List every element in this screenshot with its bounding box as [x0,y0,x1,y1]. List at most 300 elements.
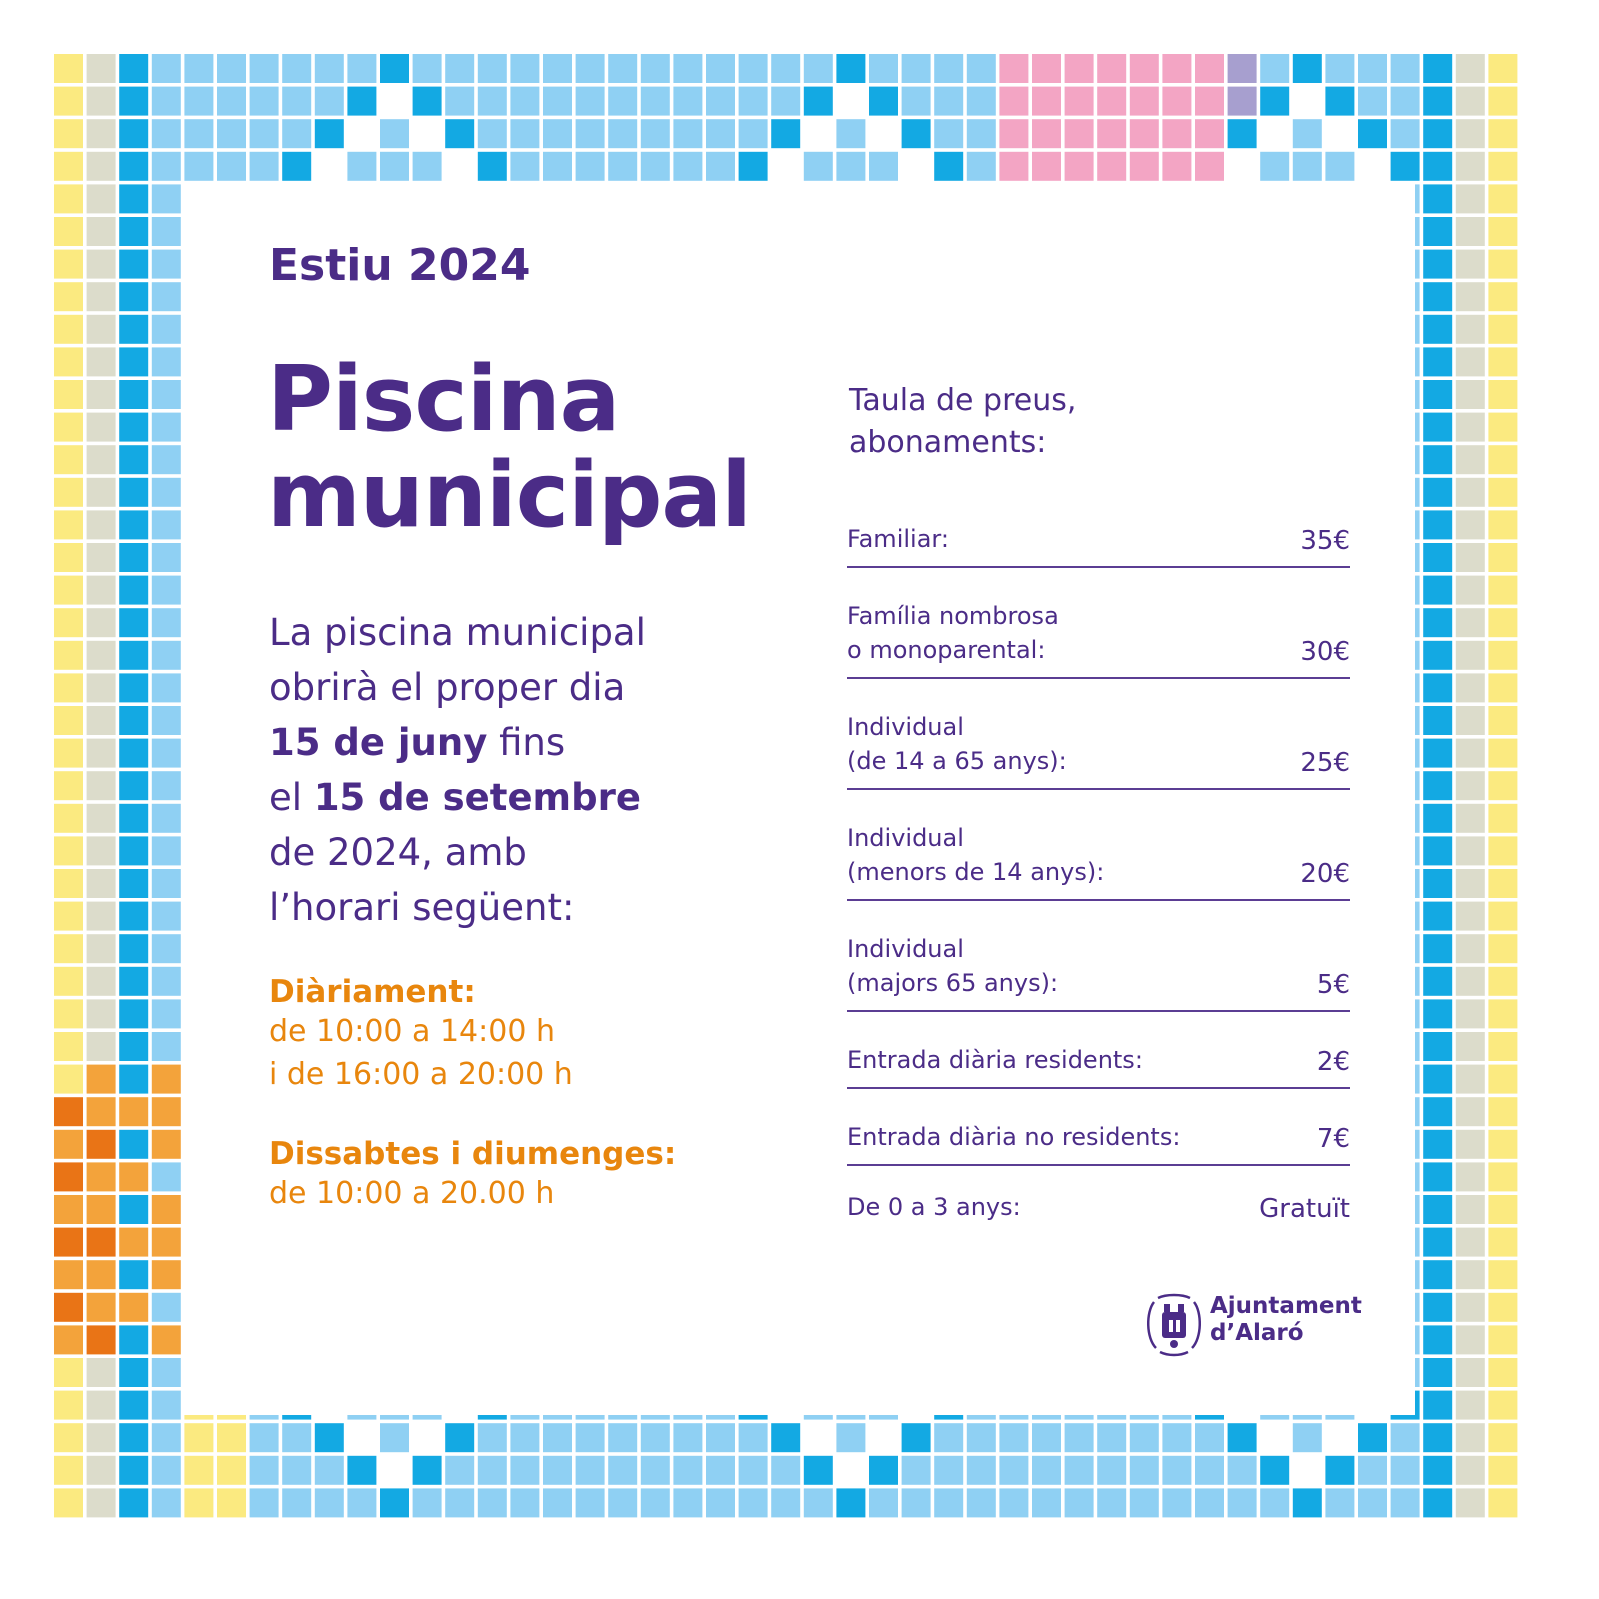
mosaic-tile [87,999,116,1028]
mosaic-tile [445,1456,474,1485]
mosaic-tile [1488,413,1517,442]
price-label: Individual (de 14 a 65 anys): [847,713,1067,775]
mosaic-tile [543,1423,572,1452]
mosaic-tile [1195,119,1224,148]
mosaic-tile [54,967,83,996]
mosaic-tile [1456,152,1485,181]
mosaic-tile [641,54,670,83]
mosaic-tile [1097,119,1126,148]
mosaic-tile [1423,1162,1452,1191]
mosaic-tile [54,413,83,442]
mosaic-tile [1032,87,1061,116]
mosaic-tile [1260,54,1289,83]
mosaic-tile [119,771,148,800]
mosaic-tile [54,282,83,311]
mosaic-tile [510,1456,539,1485]
mosaic-tile [478,1423,507,1452]
mosaic-tile [54,869,83,898]
mosaic-tile [87,1456,116,1485]
mosaic-tile [347,152,376,181]
mosaic-tile [1423,1228,1452,1257]
mosaic-tile [478,54,507,83]
mosaic-tile [1162,87,1191,116]
mosaic-tile [87,543,116,572]
mosaic-tile [445,1423,474,1452]
price-label: Familiar: [847,525,949,553]
mosaic-tile [217,152,246,181]
mosaic-tile [217,1456,246,1485]
mosaic-tile [119,445,148,474]
schedule-weekend [269,1136,676,1215]
mosaic-tile [413,54,442,83]
mosaic-tile [119,1358,148,1387]
mosaic-tile [1456,1293,1485,1322]
mosaic-tile [119,478,148,507]
mosaic-tile [1456,608,1485,637]
mosaic-tile [315,54,344,83]
mosaic-tile [1423,1130,1452,1159]
mosaic-tile [902,1423,931,1452]
mosaic-tile [54,739,83,768]
mosaic-tile [478,119,507,148]
mosaic-tile [54,608,83,637]
mosaic-tile [54,184,83,213]
mosaic-tile [152,673,181,702]
mosaic-tile [54,576,83,605]
mosaic-tile [673,1423,702,1452]
mosaic-tile [608,1456,637,1485]
mosaic-tile [152,999,181,1028]
mosaic-tile [1456,1391,1485,1420]
mosaic-tile [54,119,83,148]
mosaic-tile [250,119,279,148]
mosaic-tile [119,869,148,898]
mosaic-tile [1456,1456,1485,1485]
mosaic-tile [1488,119,1517,148]
schedule-time: de 10:00 a 20.00 h [269,1176,555,1211]
mosaic-tile [152,869,181,898]
mosaic-tile [54,1162,83,1191]
mosaic-tile [1488,347,1517,376]
mosaic-tile [119,217,148,246]
mosaic-tile [1423,934,1452,963]
mosaic-tile [119,673,148,702]
mosaic-tile [54,673,83,702]
mosaic-tile [119,380,148,409]
mosaic-tile [967,1423,996,1452]
mosaic-tile [869,54,898,83]
mosaic-tile [1456,999,1485,1028]
mosaic-tile [1162,54,1191,83]
mosaic-tile [87,282,116,311]
mosaic-tile [1488,1195,1517,1224]
title-line-2: municipal [267,443,751,548]
mosaic-tile [119,576,148,605]
mosaic-tile [87,87,116,116]
mosaic-tile [934,1456,963,1485]
mosaic-tile [54,1456,83,1485]
mosaic-tile [1130,54,1159,83]
mosaic-tile [1032,1456,1061,1485]
mosaic-tile [152,1325,181,1354]
mosaic-tile [119,608,148,637]
mosaic-tile [1260,1456,1289,1485]
mosaic-tile [119,184,148,213]
mosaic-tile [119,1130,148,1159]
mosaic-tile [445,54,474,83]
mosaic-tile [152,54,181,83]
mosaic-tile [478,152,507,181]
mosaic-tile [1423,869,1452,898]
mosaic-tile [1456,1130,1485,1159]
mosaic-tile [510,1423,539,1452]
logo-text [1210,1293,1362,1347]
mosaic-tile [119,1260,148,1289]
mosaic-tile [152,934,181,963]
schedule-time: de 10:00 a 14:00 h [269,1014,555,1049]
mosaic-tile [1032,1488,1061,1517]
mosaic-tile [87,1423,116,1452]
mosaic-tile [1358,87,1387,116]
mosaic-tile [902,1456,931,1485]
mosaic-tile [1423,380,1452,409]
mosaic-tile [1293,119,1322,148]
mosaic-tile [1228,1423,1257,1452]
mosaic-tile [152,902,181,931]
mosaic-tile [1488,184,1517,213]
mosaic-tile [87,1228,116,1257]
mosaic-tile [152,380,181,409]
mosaic-tile [608,54,637,83]
mosaic-tile [250,1423,279,1452]
mosaic-tile [152,608,181,637]
mosaic-tile [54,1260,83,1289]
mosaic-tile [999,1488,1028,1517]
mosaic-tile [87,1325,116,1354]
mosaic-tile [967,152,996,181]
mosaic-tile [87,119,116,148]
mosaic-tile [967,87,996,116]
mosaic-tile [673,54,702,83]
mosaic-tile [1391,54,1420,83]
mosaic-tile [152,1456,181,1485]
mosaic-tile [1293,1423,1322,1452]
mosaic-tile [1488,1228,1517,1257]
mosaic-tile [87,184,116,213]
mosaic-tile [543,87,572,116]
mosaic-tile [967,1488,996,1517]
mosaic-tile [1195,1456,1224,1485]
mosaic-tile [771,87,800,116]
mosaic-tile [706,119,735,148]
mosaic-tile [1456,673,1485,702]
mosaic-tile [1162,119,1191,148]
mosaic-tile [1228,87,1257,116]
mosaic-tile [706,87,735,116]
mosaic-tile [706,1423,735,1452]
mosaic-tile [1032,54,1061,83]
logo-line: Ajuntament [1210,1293,1362,1319]
mosaic-tile [1423,641,1452,670]
mosaic-tile [869,87,898,116]
mosaic-tile [641,119,670,148]
mosaic-tile [1488,87,1517,116]
mosaic-tile [1293,152,1322,181]
mosaic-tile [1065,87,1094,116]
mosaic-tile [1423,804,1452,833]
mosaic-tile [152,1358,181,1387]
mosaic-tile [1195,1423,1224,1452]
mosaic-tile [1423,445,1452,474]
mosaic-tile [152,1260,181,1289]
mosaic-tile [1293,54,1322,83]
mosaic-tile [1456,1358,1485,1387]
mosaic-tile [1456,1423,1485,1452]
mosaic-tile [1097,152,1126,181]
mosaic-tile [1456,1032,1485,1061]
mosaic-tile [119,1228,148,1257]
mosaic-tile [1162,1488,1191,1517]
mosaic-tile [1488,152,1517,181]
mosaic-tile [87,347,116,376]
mosaic-tile [184,87,213,116]
mosaic-tile [869,152,898,181]
mosaic-tile [1456,282,1485,311]
mosaic-tile [1488,902,1517,931]
mosaic-tile [1488,543,1517,572]
price-row [847,568,1350,679]
mosaic-tile [54,999,83,1028]
mosaic-tile [54,347,83,376]
mosaic-tile [1488,1162,1517,1191]
mosaic-tile [1228,1488,1257,1517]
mosaic-tile [1488,673,1517,702]
mosaic-tile [119,1391,148,1420]
mosaic-tile [1456,510,1485,539]
price-value: 35€ [1300,526,1350,556]
mosaic-tile [87,804,116,833]
mosaic-tile [282,87,311,116]
mosaic-tile [967,54,996,83]
mosaic-tile [1130,87,1159,116]
mosaic-tile [119,152,148,181]
mosaic-tile [1423,902,1452,931]
mosaic-tile [119,54,148,83]
mosaic-tile [543,152,572,181]
mosaic-tile [87,250,116,279]
mosaic-tile [347,54,376,83]
mosaic-tile [1488,1488,1517,1517]
price-value: 7€ [1316,1124,1350,1154]
mosaic-tile [54,804,83,833]
mosaic-tile [576,1456,605,1485]
mosaic-tile [1423,608,1452,637]
mosaic-tile [902,54,931,83]
mosaic-tile [119,282,148,311]
mosaic-tile [152,641,181,670]
mosaic-tile [152,184,181,213]
mosaic-tile [445,1488,474,1517]
mosaic-tile [119,836,148,865]
mosaic-tile [902,1488,931,1517]
mosaic-tile [1456,1325,1485,1354]
mosaic-tile [119,1456,148,1485]
mosaic-tile [1228,119,1257,148]
mosaic-tile [380,119,409,148]
mosaic-tile [804,1488,833,1517]
mosaic-tile [1423,576,1452,605]
mosaic-tile [739,1456,768,1485]
mosaic-tile [999,1423,1028,1452]
mosaic-tile [250,87,279,116]
mosaic-tile [1488,1130,1517,1159]
mosaic-tile [119,739,148,768]
mosaic-tile [54,217,83,246]
mosaic-tile [999,1456,1028,1485]
mosaic-tile [836,54,865,83]
mosaic-tile [87,673,116,702]
price-value: 30€ [1300,637,1350,667]
mosaic-tile [87,1358,116,1387]
mosaic-tile [152,152,181,181]
mosaic-tile [87,1162,116,1191]
price-label: Individual (majors 65 anys): [847,935,1059,997]
price-value: 2€ [1316,1047,1350,1077]
mosaic-tile [641,1423,670,1452]
intro-text: el [269,776,314,819]
mosaic-tile [217,54,246,83]
mosaic-tile [1260,152,1289,181]
intro-line: obrirà el proper dia [269,666,626,709]
mosaic-tile [1423,999,1452,1028]
mosaic-tile [1456,1162,1485,1191]
mosaic-tile [1423,478,1452,507]
mosaic-tile [282,152,311,181]
mosaic-tile [1456,771,1485,800]
mosaic-tile [510,1488,539,1517]
mosaic-tile [152,347,181,376]
mosaic-tile [445,87,474,116]
mosaic-tile [641,1488,670,1517]
mosaic-tile [1195,152,1224,181]
mosaic-tile [1456,869,1485,898]
mosaic-tile [87,1391,116,1420]
mosaic-tile [87,152,116,181]
mosaic-tile [673,1456,702,1485]
mosaic-tile [1358,1488,1387,1517]
mosaic-tile [54,543,83,572]
mosaic-tile [543,54,572,83]
mosaic-tile [119,706,148,735]
mosaic-tile [87,608,116,637]
mosaic-tile [87,478,116,507]
mosaic-tile [1456,380,1485,409]
mosaic-tile [87,967,116,996]
mosaic-tile [608,152,637,181]
mosaic-tile [934,152,963,181]
mosaic-tile [1032,152,1061,181]
mosaic-tile [1423,1032,1452,1061]
mosaic-tile [1488,315,1517,344]
mosaic-tile [54,836,83,865]
mosaic-tile [87,706,116,735]
mosaic-tile [1130,1423,1159,1452]
mosaic-tile [641,87,670,116]
mosaic-tile [1456,902,1485,931]
mosaic-tile [1488,1325,1517,1354]
mosaic-tile [1065,152,1094,181]
mosaic-tile [250,1488,279,1517]
mosaic-tile [119,999,148,1028]
mosaic-tile [1423,54,1452,83]
mosaic-tile [1423,706,1452,735]
mosaic-tile [869,1456,898,1485]
mosaic-tile [152,413,181,442]
mosaic-tile [1488,836,1517,865]
mosaic-tile [1456,250,1485,279]
mosaic-tile [1488,380,1517,409]
mosaic-tile [478,1456,507,1485]
mosaic-tile [1423,1325,1452,1354]
mosaic-tile [1260,87,1289,116]
mosaic-tile [152,1130,181,1159]
mosaic-tile [1260,1488,1289,1517]
mosaic-tile [1456,804,1485,833]
mosaic-tile [576,119,605,148]
mosaic-tile [152,804,181,833]
mosaic-tile [152,1065,181,1094]
mosaic-tile [87,380,116,409]
mosaic-tile [184,119,213,148]
mosaic-tile [282,1488,311,1517]
intro-line: de 2024, amb [269,831,527,874]
mosaic-tile [1488,739,1517,768]
mosaic-tile [1423,217,1452,246]
mosaic-tile [87,1260,116,1289]
mosaic-tile [1097,87,1126,116]
mosaic-tile [1456,445,1485,474]
mosaic-tile [119,413,148,442]
mosaic-tile [380,54,409,83]
price-heading-line: abonaments: [849,425,1047,460]
mosaic-tile [641,152,670,181]
mosaic-tile [152,315,181,344]
mosaic-tile [217,87,246,116]
mosaic-tile [119,1488,148,1517]
mosaic-tile [315,1488,344,1517]
intro-line [269,770,646,825]
mosaic-tile [54,1488,83,1517]
mosaic-tile [1488,510,1517,539]
logo-line: d’Alaró [1210,1320,1304,1346]
intro-line: La piscina municipal [269,611,646,654]
mosaic-tile [1423,1358,1452,1387]
mosaic-tile [1423,771,1452,800]
mosaic-tile [152,1162,181,1191]
mosaic-tile [217,1488,246,1517]
mosaic-tile [478,87,507,116]
mosaic-tile [1488,1391,1517,1420]
mosaic-tile [1456,1260,1485,1289]
mosaic-tile [999,87,1028,116]
intro-line: l’horari següent: [269,886,575,929]
mosaic-tile [152,1293,181,1322]
mosaic-tile [836,1423,865,1452]
mosaic-tile [119,1162,148,1191]
mosaic-tile [510,119,539,148]
mosaic-tile [54,902,83,931]
mosaic-tile [152,576,181,605]
